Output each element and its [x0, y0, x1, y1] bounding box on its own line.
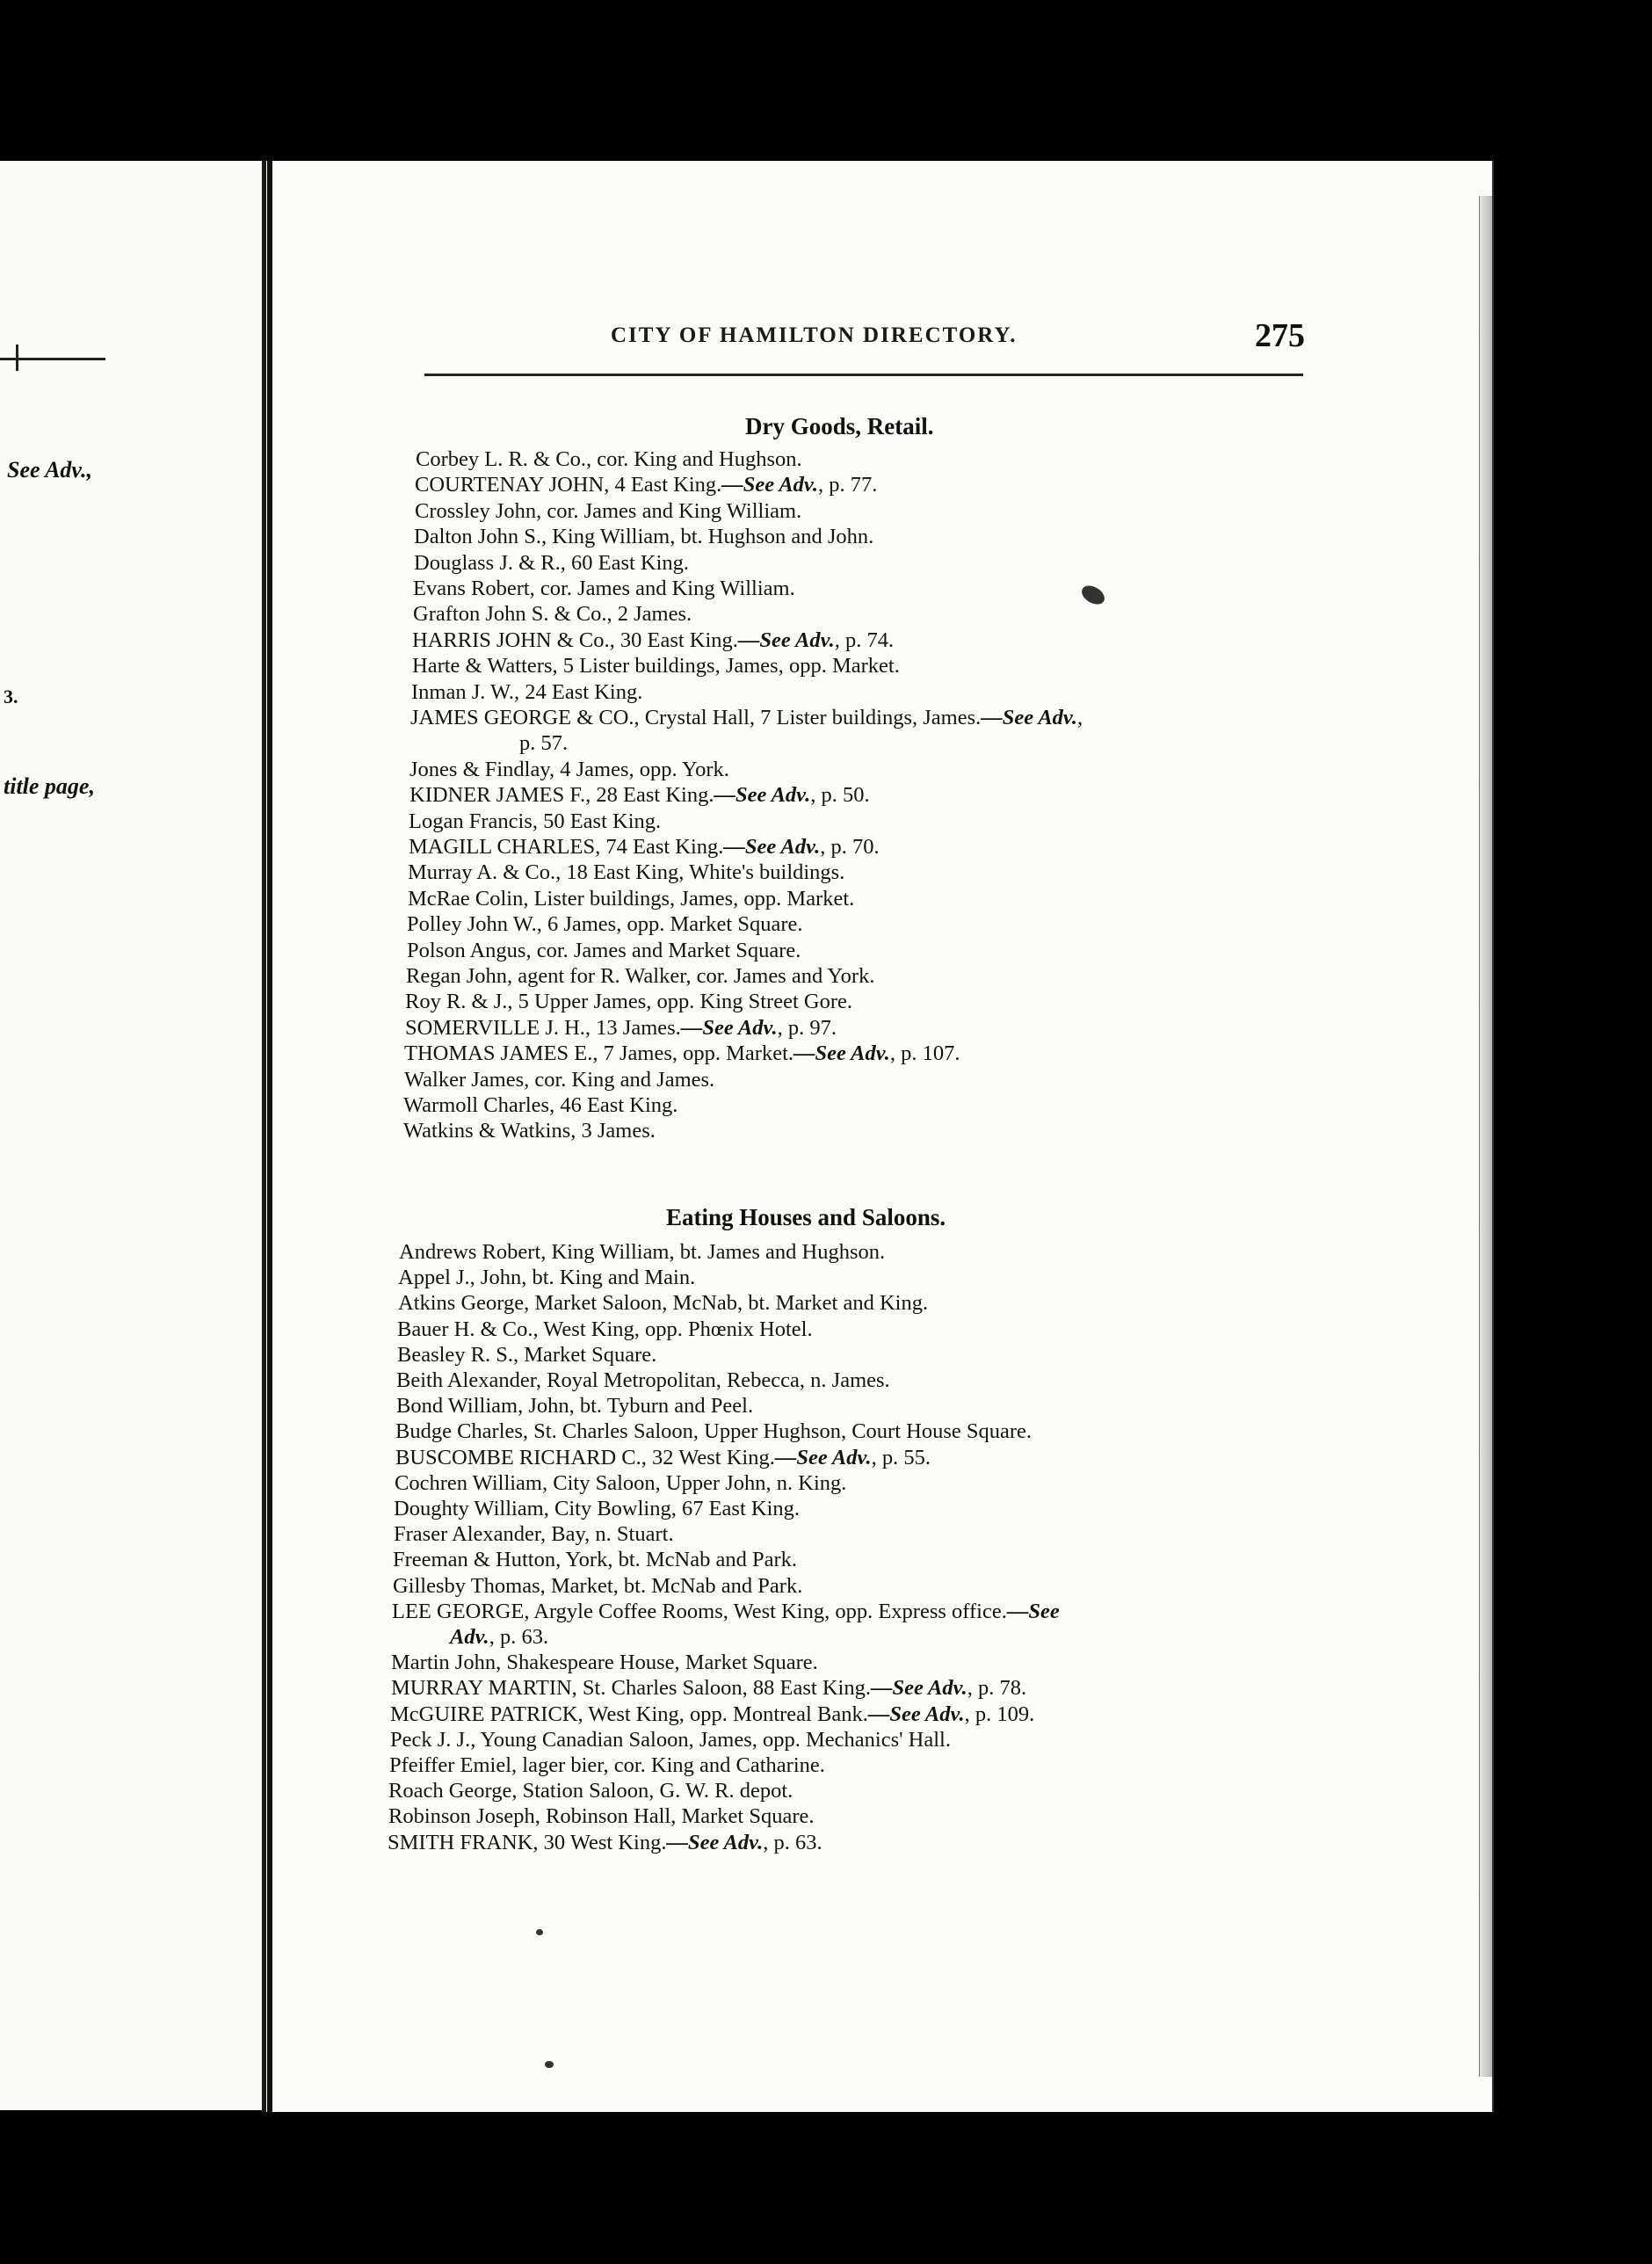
directory-entry — [407, 911, 803, 938]
entry-text: Appel J., John, bt. King and Main. — [398, 1266, 696, 1289]
directory-entry — [396, 1393, 753, 1419]
page-reference: , p. 70. — [820, 835, 880, 859]
directory-entry — [405, 1015, 837, 1041]
entry-text: Pfeiffer Emiel, lager bier, cor. King and Catharine. — [389, 1753, 825, 1777]
directory-entry — [409, 809, 661, 835]
entry-text: Bauer H. & Co., West King, opp. Phœnix Hotel. — [397, 1317, 813, 1341]
entry-text: McGUIRE PATRICK, West King, opp. Montreal Bank. — [390, 1702, 868, 1726]
page-reference: , p. 74. — [834, 628, 895, 652]
directory-entry — [392, 1599, 1060, 1625]
directory-entry — [415, 498, 801, 525]
see-adv-reference: —See Adv. — [680, 1016, 778, 1040]
directory-entry — [519, 730, 568, 757]
entry-text: BUSCOMBE RICHARD C., 32 West King. — [395, 1446, 775, 1469]
see-adv-reference: —See Adv. — [793, 1041, 890, 1065]
entry-text: Dalton John S., King William, bt. Hughson and John. — [414, 525, 874, 548]
directory-entry — [393, 1573, 802, 1600]
page-reference: , — [1077, 706, 1083, 729]
entry-text: Polson Angus, cor. James and Market Square. — [407, 939, 801, 962]
directory-entry — [408, 860, 844, 886]
entry-text: MAGILL CHARLES, 74 East King. — [409, 835, 724, 859]
see-adv-reference: —See Adv. — [774, 1446, 872, 1469]
entry-text: Martin John, Shakespeare House, Market Square. — [391, 1651, 818, 1674]
directory-entry — [407, 938, 801, 964]
see-adv-reference: —See Adv. — [714, 783, 811, 807]
directory-entry — [389, 1752, 825, 1779]
directory-entry — [409, 834, 880, 860]
entry-text: Andrews Robert, King William, bt. James and Hughson. — [399, 1240, 886, 1264]
entry-text: Crossley John, cor. James and King William. — [415, 499, 802, 523]
entry-text: Murray A. & Co., 18 East King, White's buildings. — [408, 860, 845, 884]
directory-entry — [395, 1470, 846, 1497]
entry-text: Robinson Joseph, Robinson Hall, Market Square. — [388, 1804, 815, 1828]
directory-entry — [395, 1419, 1032, 1445]
entry-text: Atkins George, Market Saloon, McNab, bt. Market and King. — [398, 1291, 929, 1315]
left-margin-note: See Adv., — [7, 457, 92, 483]
directory-entry — [388, 1778, 793, 1804]
entry-text: SOMERVILLE J. H., 13 James. — [405, 1016, 681, 1040]
directory-entry — [450, 1624, 548, 1651]
page-reference: , p. 78. — [967, 1676, 1027, 1700]
page-header — [417, 316, 1305, 360]
directory-entry — [397, 1342, 656, 1368]
see-adv-reference: —See Adv. — [666, 1831, 764, 1854]
ink-speck — [536, 1929, 543, 1935]
directory-entry — [391, 1650, 818, 1676]
entry-text: p. 57. — [519, 731, 569, 755]
left-page-tick — [16, 345, 18, 371]
directory-entry — [410, 705, 1083, 731]
entry-text: Peck J. J., Young Canadian Saloon, James, opp. Mechanics' Hall. — [390, 1728, 951, 1752]
page-number: 275 — [1255, 317, 1305, 354]
directory-entry — [409, 782, 870, 809]
directory-entry — [409, 757, 729, 783]
entry-text: Freeman & Hutton, York, bt. McNab and Park. — [393, 1548, 798, 1571]
entry-text: HARRIS JOHN & Co., 30 East King. — [412, 628, 738, 652]
page-reference: , p. 97. — [777, 1016, 837, 1040]
directory-entry — [413, 601, 692, 628]
directory-entry — [391, 1675, 1026, 1702]
see-adv-reference: —See Adv. — [737, 628, 835, 652]
directory-entry — [397, 1317, 813, 1343]
directory-entry — [405, 989, 852, 1015]
see-adv-reference: —See Adv. — [723, 835, 821, 859]
see-adv-reference: Adv. — [450, 1625, 489, 1649]
entry-text: Bond William, John, bt. Tyburn and Peel. — [396, 1394, 754, 1418]
directory-entry — [415, 472, 877, 498]
see-adv-reference: —See — [1006, 1600, 1060, 1623]
directory-entry — [403, 1118, 656, 1144]
see-adv-reference: —See Adv. — [981, 706, 1078, 729]
left-margin-note: title page, — [4, 773, 95, 799]
page-reference: , p. 109. — [964, 1702, 1035, 1726]
directory-entry — [390, 1727, 951, 1753]
section-title: Eating Houses and Saloons. — [666, 1204, 946, 1230]
entry-text: LEE GEORGE, Argyle Coffee Rooms, West King, opp. Express office. — [392, 1600, 1007, 1623]
page-reference: , p. 55. — [871, 1446, 931, 1469]
section-title: Dry Goods, Retail. — [745, 413, 934, 439]
directory-entry — [394, 1496, 800, 1522]
entry-text: Walker James, cor. King and James. — [404, 1068, 715, 1092]
entry-text: Budge Charles, St. Charles Saloon, Upper Hughson, Court House Square. — [395, 1419, 1032, 1443]
directory-entry — [414, 550, 689, 577]
entry-text: Roy R. & J., 5 Upper James, opp. King Street Gore. — [405, 990, 852, 1013]
see-adv-reference: —See Adv. — [867, 1702, 965, 1726]
directory-entry — [388, 1830, 822, 1856]
directory-entry — [408, 886, 854, 912]
running-head: CITY OF HAMILTON DIRECTORY. — [611, 323, 1018, 347]
directory-entry — [393, 1547, 797, 1573]
directory-entry — [398, 1290, 928, 1317]
directory-entry — [404, 1067, 714, 1093]
directory-entry — [411, 679, 642, 706]
directory-entry — [404, 1041, 960, 1067]
directory-entry — [388, 1803, 815, 1830]
entry-text: Jones & Findlay, 4 James, opp. York. — [409, 758, 729, 781]
entry-text: COURTENAY JOHN, 4 East King. — [415, 473, 722, 497]
entry-text: Regan John, agent for R. Walker, cor. James and York. — [406, 964, 875, 988]
entry-text: KIDNER JAMES F., 28 East King. — [409, 783, 714, 807]
entry-text: THOMAS JAMES E., 7 James, opp. Market. — [404, 1041, 794, 1065]
entry-text: McRae Colin, Lister buildings, James, opp. Market. — [408, 887, 855, 911]
directory-entry — [390, 1702, 1034, 1728]
directory-entry — [395, 1445, 931, 1471]
entry-text: SMITH FRANK, 30 West King. — [388, 1831, 667, 1854]
see-adv-reference: —See Adv. — [721, 473, 819, 497]
page-reference: , p. 77. — [818, 473, 878, 497]
directory-entry — [398, 1265, 695, 1291]
directory-entry — [396, 1368, 890, 1394]
entry-text: Harte & Watters, 5 Lister buildings, James, opp. Market. — [412, 654, 900, 678]
entry-text: Douglass J. & R., 60 East King. — [414, 551, 690, 575]
entry-text: Grafton John S. & Co., 2 James. — [413, 602, 692, 626]
header-rule — [424, 374, 1303, 376]
page-reference: , p. 107. — [889, 1041, 960, 1065]
entry-text: Roach George, Station Saloon, G. W. R. depot. — [388, 1779, 793, 1803]
see-adv-reference: —See Adv. — [870, 1676, 967, 1700]
left-margin-note: 3. — [4, 686, 18, 708]
entry-text: Fraser Alexander, Bay, n. Stuart. — [394, 1522, 674, 1546]
entry-text: Inman J. W., 24 East King. — [411, 680, 643, 704]
directory-entry — [399, 1239, 885, 1266]
ink-speck — [545, 2061, 554, 2068]
entry-text: Watkins & Watkins, 3 James. — [403, 1119, 656, 1143]
entry-text: Corbey L. R. & Co., cor. King and Hughson. — [416, 447, 802, 471]
entry-text: Gillesby Thomas, Market, bt. McNab and Park. — [393, 1574, 803, 1598]
page-edge — [1479, 196, 1492, 2077]
page-reference: , p. 63. — [489, 1625, 549, 1649]
entry-text: Warmoll Charles, 46 East King. — [403, 1093, 678, 1117]
entry-text: Cochren William, City Saloon, Upper John, n. King. — [395, 1471, 847, 1495]
entry-text: Beith Alexander, Royal Metropolitan, Rebecca, n. James. — [396, 1368, 890, 1392]
entry-text: Beasley R. S., Market Square. — [397, 1343, 657, 1367]
entry-text: Evans Robert, cor. James and King William. — [413, 577, 795, 600]
entry-text: JAMES GEORGE & CO., Crystal Hall, 7 Lister buildings, James. — [410, 706, 982, 729]
entry-text: Polley John W., 6 James, opp. Market Square. — [407, 912, 803, 936]
page-reference: , p. 63. — [763, 1831, 822, 1854]
left-page-fragment — [0, 161, 279, 2110]
entry-text: MURRAY MARTIN, St. Charles Saloon, 88 East King. — [391, 1676, 871, 1700]
entry-text: Doughty William, City Bowling, 67 East King. — [394, 1497, 801, 1520]
directory-entry — [394, 1521, 674, 1548]
directory-entry — [412, 653, 900, 679]
page-reference: , p. 50. — [810, 783, 870, 807]
directory-entry — [413, 576, 795, 602]
book-gutter — [267, 161, 272, 2112]
directory-entry — [414, 524, 873, 550]
directory-entry — [406, 963, 874, 990]
directory-entry — [412, 628, 894, 654]
entry-text: Logan Francis, 50 East King. — [409, 809, 662, 833]
directory-entry — [416, 446, 802, 473]
directory-entry — [403, 1092, 677, 1119]
